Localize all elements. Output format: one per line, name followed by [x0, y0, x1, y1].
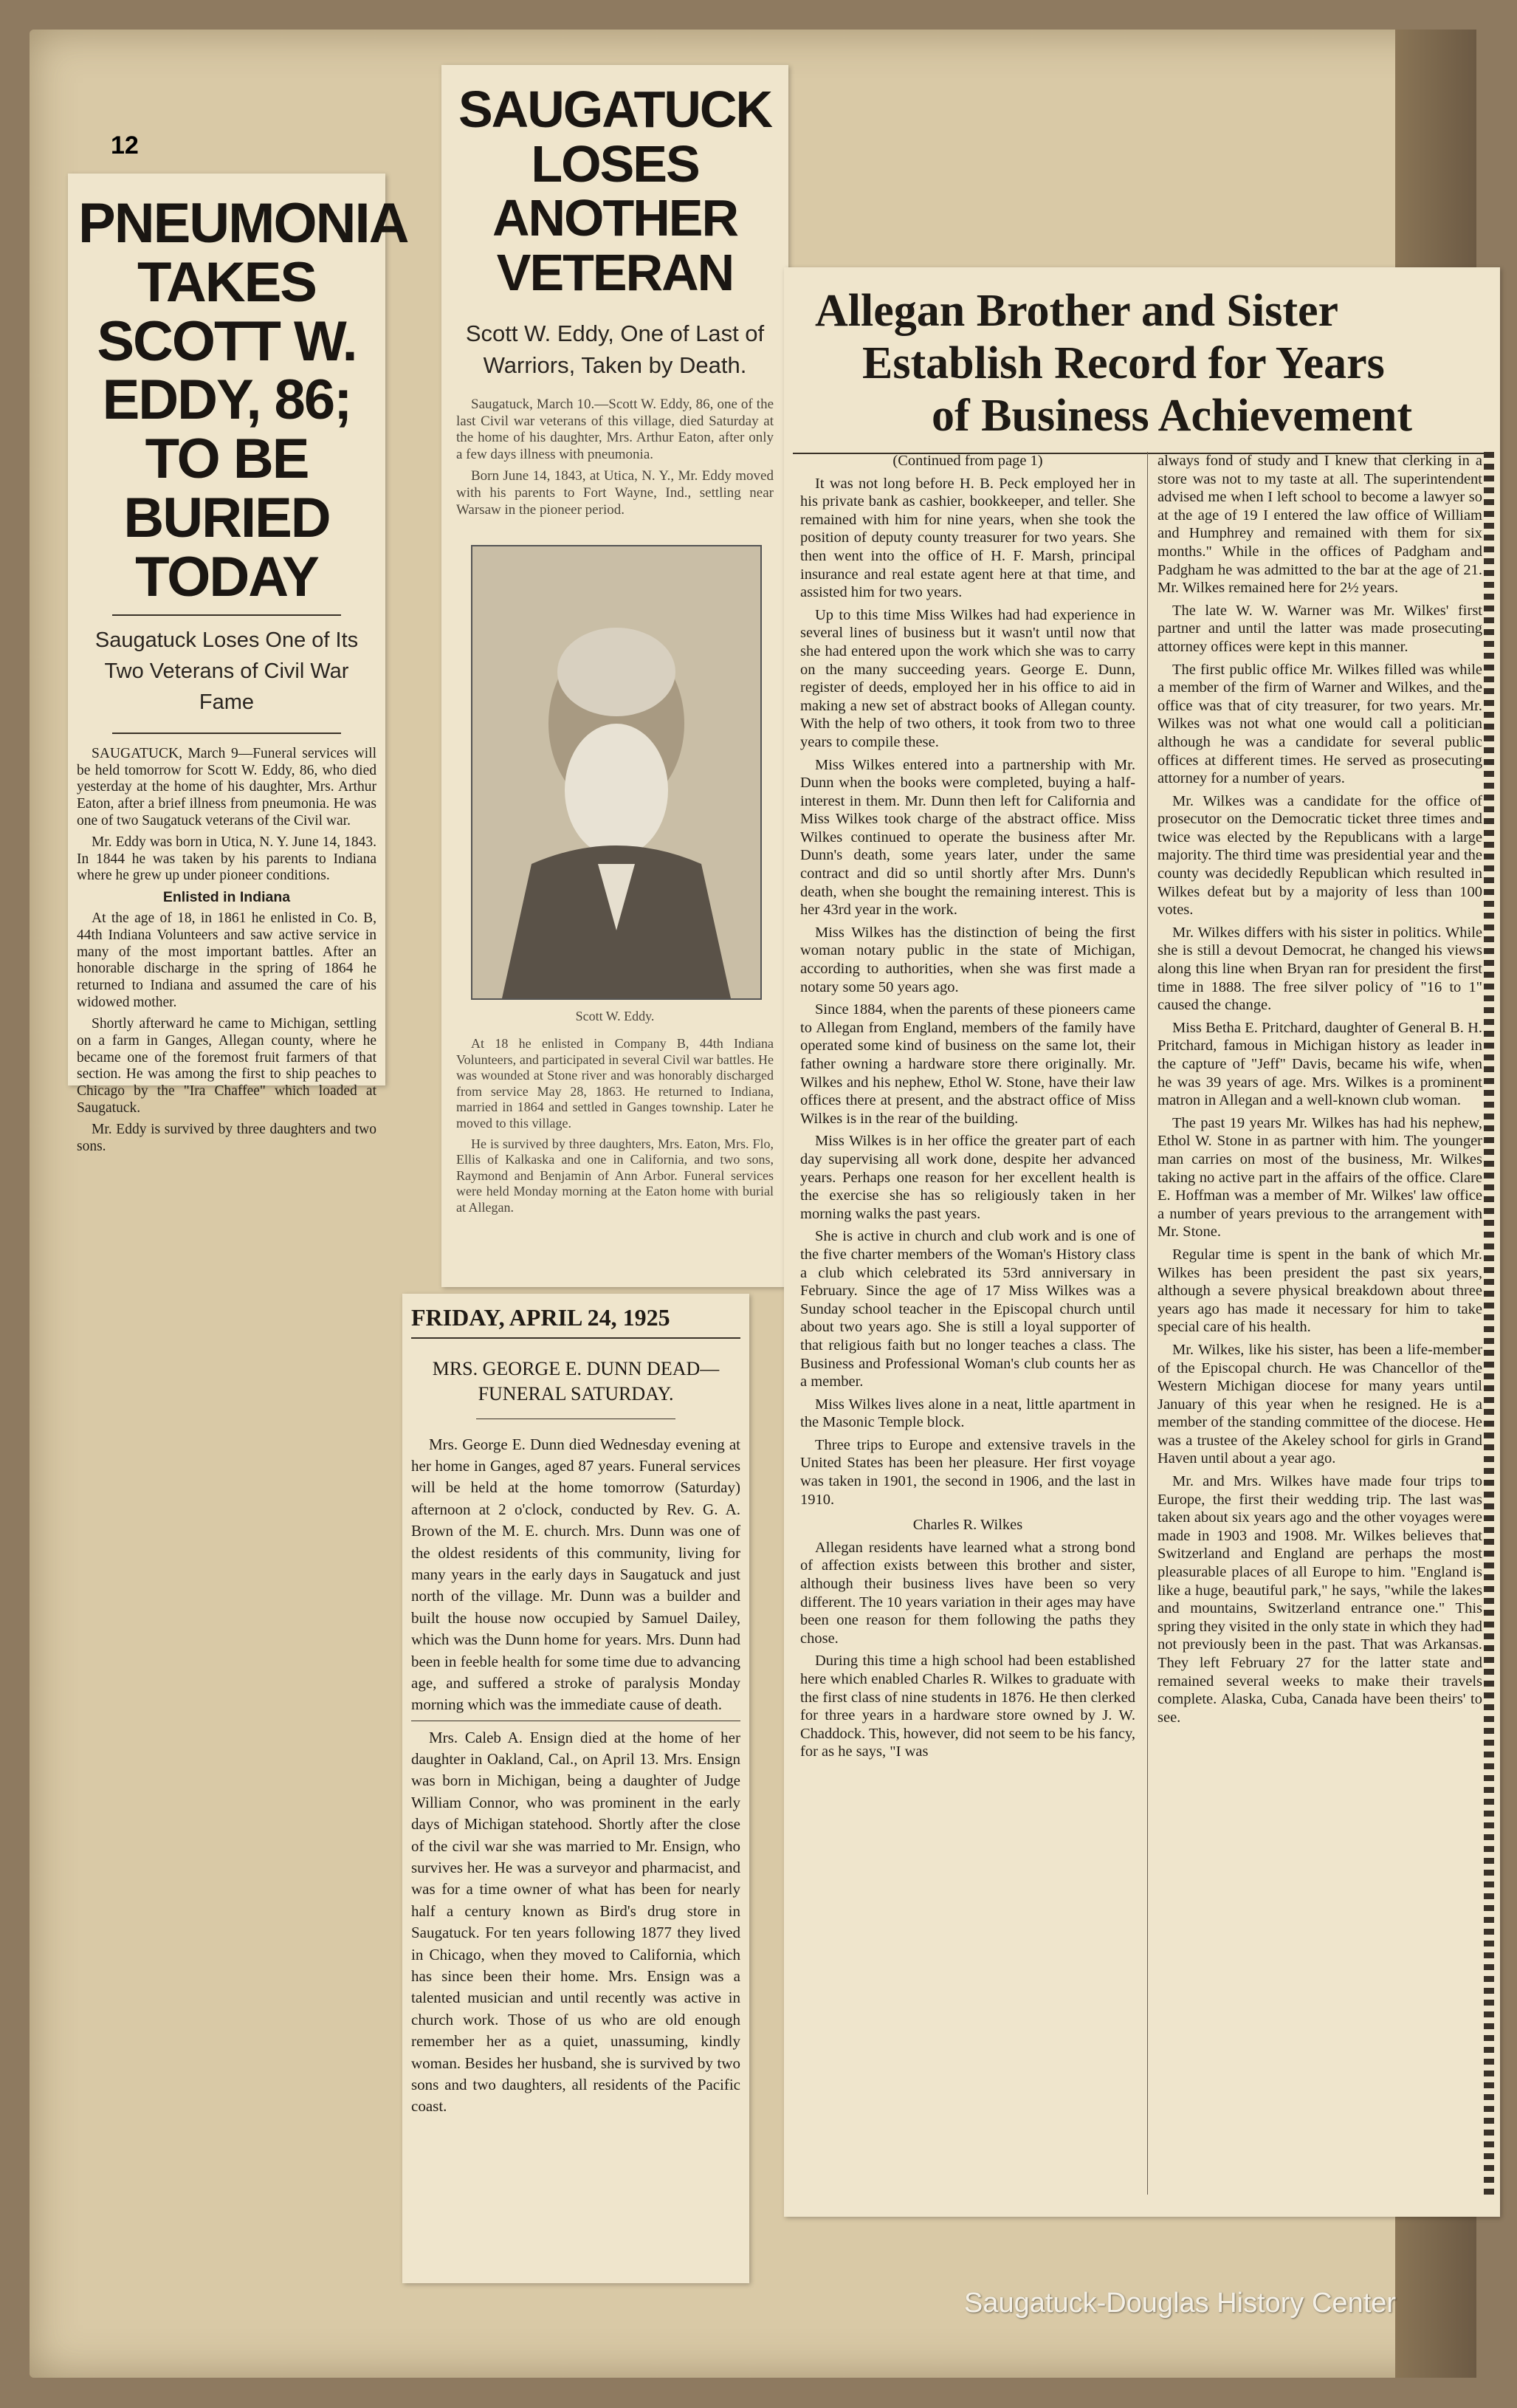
article-paragraph: It was not long before H. B. Peck employed her in his private bank as cashier, bookkeeper, and teller. She remained with him for nine years, when she took the position of deputy county treasurer for two years. She then went into the office of H. F. Marsh, principal insurance and real estate agent here at that time, and assisted him for two years.: [800, 475, 1135, 601]
article-paragraph: The past 19 years Mr. Wilkes has had his nephew, Ethol W. Stone in as partner with him. The younger man carries on most of the business, Mr. Wilkes taking no active part in the affairs of the office. Clare E. Hoffman was a member of Mr. Wilkes' law office a number of years previous to the arrangement with Mr. Stone.: [1157, 1114, 1482, 1241]
article-paragraph: Miss Wilkes entered into a partnership with Mr. Dunn when the books were completed, buying a half-interest in them. Mr. Dunn then left for California and Miss Wilkes took charge of the abstract office. Miss Wilkes continued to operate the business after Mr. Dunn's death, some years later, under the same contract and did so until shortly after Mrs. Dunn's death, when she bought the remaining interest. This is her 43rd year in the work.: [800, 756, 1135, 919]
article-paragraph: Miss Wilkes has the distinction of being the first woman notary public in the state of Michigan, according to authorities, when she was first made a notary some 50 years ago.: [800, 924, 1135, 995]
headline-line-1: Allegan Brother and Sister: [815, 286, 1339, 336]
article-paragraph: Mr. Eddy is survived by three daughters and two sons.: [77, 1121, 376, 1154]
article-paragraph: Miss Betha E. Pritchard, daughter of General B. H. Pritchard, famous in Michigan history as leader in the capture of "Jeff" Davis, became his wife, when he was 39 years of age. Mrs. Wilkes is a prominent matron in Allegan and a well-known club woman.: [1157, 1019, 1482, 1109]
portrait-photo: [471, 545, 762, 1000]
subhead: Enlisted in Indiana: [162, 889, 291, 906]
article-paragraph: Up to this time Miss Wilkes had had experience in several lines of business but it wasn't until now that she had entered upon the work which she was to carry on the many succeeding years. George E. Dunn, register of deeds, employed her in his office to aid in making a new set of abstract books of Allegan county. With the help of two others, it took from two to three years to compile these.: [800, 606, 1135, 750]
headline-line-3: of Business Achievement: [932, 391, 1412, 441]
article-paragraph: At the age of 18, in 1861 he enlisted in Co. B, 44th Indiana Volunteers and saw active service in many of the most important battles. After an honorable discharge in the spring of 1864 he returned to Indiana and assumed the care of his widowed mother.: [77, 910, 376, 1011]
photo-caption: Scott W. Eddy.: [575, 1009, 655, 1023]
article-paragraph: She is active in church and club work and is one of the five charter members of the Woman's History class a club which celebrated its 53rd anniversary in February. Since the age of 17 Miss Wilkes was a Sunday school teacher in the Episcopal church until about two years ago. She is still a loyal supporter of that religious faith but no longer teaches a class. The Business and Professional Woman's club counts her as a member.: [800, 1228, 1135, 1390]
history-center-watermark: Saugatuck-Douglas History Center: [964, 2288, 1397, 2319]
deck: Saugatuck Loses One of Its Two Veterans of Civil War Fame: [94, 628, 359, 714]
clipping-eddy-pneumonia: [68, 174, 408, 1154]
article-paragraph: Allegan residents have learned what a strong bond of affection exists between this brother and sister, although their business lives have been so very different. The 10 years variation in their ages may have been one reason for them following the paths they chose.: [800, 1539, 1135, 1647]
page-number: 12: [111, 131, 139, 159]
article-paragraph: Born June 14, 1843, at Utica, N. Y., Mr. Eddy moved with his parents to Fort Wayne, Ind., settling near Warsaw in the pioneer period.: [456, 467, 774, 518]
headline: PNEUMONIA TAKES SCOTT W. EDDY, 86; TO BE BURIED TODAY: [78, 192, 408, 608]
article-paragraph: Regular time is spent in the bank of which Mr. Wilkes has been president the past six years, although a severe physical breakdown about three years ago has made it necessary for him to take special care of his health.: [1157, 1246, 1482, 1336]
article-paragraph: Mr. Wilkes, like his sister, has been a life-member of the Episcopal church. He was Chancellor of the Western Michigan diocese for many years until January of this year when he resigned. He is a member of the standing committee of the diocese. He was a trustee of the Akeley school for girls in Grand Haven until about a year ago.: [1157, 1341, 1482, 1467]
clipping-saugatuck-veteran: [441, 65, 788, 1287]
article-paragraph: Three trips to Europe and extensive travels in the United States has been her pleasure. Her first voyage was taken in 1901, the second in 1906, and the last in 1910.: [800, 1436, 1135, 1508]
article-paragraph: Mr. and Mrs. Wilkes have made four trips to Europe, the first their wedding trip. The last was taken about six years ago and the other voyages were made in 1903 and 1908. Mr. Wilkes believes that Switzerland and England are perhaps the most pleasurable places of all Europe to him. "England is like a huge, beautiful park," he says, "while the lakes and mountains, Switzerland entrance one." This spring they visited in the only state in which they had not previously been in the past. That was Arkansas. They left February 27 for the latter state and remained several weeks to make their travels complete. Alaska, Cuba, Canada have been theirs' to see.: [1157, 1473, 1482, 1726]
article-paragraph: Mrs. George E. Dunn died Wednesday evening at her home in Ganges, aged 87 years. Funeral services will be held at the home tomorrow (Saturday) afternoon at 2 o'clock, conducted by Rev. G. A. Brown of the M. E. church. Mrs. Dunn was one of the oldest residents of this community, living for many years in the early days in Saugatuck and just north of the village. Mr. Dunn was a builder and built the house now occupied by Samuel Dailey, which was the Dunn home for years. Mrs. Dunn had been in feeble health for some time due to advancing age, and suffered a stroke of paralysis Monday morning which was the immediate cause of death.: [411, 1435, 740, 1714]
headline: MRS. GEORGE E. DUNN DEAD— FUNERAL SATURDAY.: [432, 1358, 720, 1404]
article-paragraph: At 18 he enlisted in Company B, 44th Indiana Volunteers, and participated in several Civil war battles. He was wounded at Stone river and was honorably discharged from service May 28, 1863. He returned to Indiana, married in 1864 and settled in Ganges township. Later he moved to this village.: [456, 1036, 774, 1131]
clipping-dunn-obituary: [402, 1294, 749, 2283]
article-paragraph: Miss Wilkes lives alone in a neat, little apartment in the Masonic Temple block.: [800, 1396, 1135, 1431]
article-paragraph: During this time a high school had been established here which enabled Charles R. Wilkes to graduate with the first class of nine students in 1876. He then clerked for three years in a hardware store owned by J. W. Chaddock. This, however, did not seem to be his fancy, for as he says, "I was: [800, 1653, 1135, 1760]
article-paragraph: Shortly afterward he came to Michigan, settling on a farm in Ganges, Allegan county, where he became one of the foremost fruit farmers of that section. He was among the first to ship peaches to Chicago by the "Ira Chaffee" which loaded at Saugatuck.: [77, 1015, 376, 1116]
article-paragraph: Mr. Wilkes differs with his sister in politics. While she is still a devout Democrat, he changed his views along this line when Bryan ran for president the first time in 1888. The free silver policy of "16 to 1" caused the change.: [1157, 924, 1482, 1014]
decorative-border: [1484, 452, 1494, 2195]
headline-line-2: Establish Record for Years: [862, 338, 1385, 388]
article-paragraph: Saugatuck, March 10.—Scott W. Eddy, 86, one of the last Civil war veterans of this village, died Saturday at the home of his daughter, Mrs. Arthur Eaton, after only a few days illness with pneumonia.: [456, 396, 774, 463]
deck: Scott W. Eddy, One of Last of Warriors, Taken by Death.: [465, 320, 765, 379]
article-paragraph: Mrs. Caleb A. Ensign died at the home of her daughter in Oakland, Cal., on April 13. Mrs. Ensign was born in Michigan, being a daughter of Judge William Connor, who was prominent in the early days of Michigan statehood. Shortly after the close of the civil war she was married to Mr. Ensign, who survives her. He was a surveyor and pharmacist, and was for a time owner of what has been for nearly half a century known as Bird's drug store in Saugatuck. For ten years following 1877 they lived in Chicago, when they moved to California, which has since been their home. Mrs. Ensign was a talented musician and until recently was active in church work. Those of us who are old enough remember her as a quiet, unassuming, kindly woman. Besides her husband, she is survived by two sons and two daughters, all residents of the Pacific coast.: [411, 1728, 740, 2116]
article-paragraph: He is survived by three daughters, Mrs. Eaton, Mrs. Flo, Ellis of Kalkaska and one in California, and two sons, Raymond and Benjamin of Ann Arbor. Funeral services were held Monday morning at the Eaton home with burial at Allegan.: [456, 1136, 774, 1215]
article-paragraph: Since 1884, when the parents of these pioneers came to Allegan from England, members of the family have operated some kind of business on the same lot, their father owning a hardware store there originally. Mr. Wilkes and his nephew, Ethol W. Stone, have their law offices there at present, and the abstract office of Miss Wilkes is in the rear of the building.: [800, 1001, 1135, 1127]
article-paragraph: Mr. Wilkes was a candidate for the office of prosecutor on the Democratic ticket three times and twice was elected by the Republicans with a large majority. The third time was presidential year and the county was decidedly Republican which resulted in Wilkes defeat but by a majority of less than 100 votes.: [1157, 792, 1482, 919]
dateline: FRIDAY, APRIL 24, 1925: [411, 1304, 670, 1331]
headline: SAUGATUCK LOSES ANOTHER VETERAN: [458, 80, 771, 301]
article-paragraph: The late W. W. Warner was Mr. Wilkes' first partner and until the latter was made prosecuting attorney offices were kept in this manner.: [1157, 602, 1482, 655]
article-paragraph: SAUGATUCK, March 9—Funeral services will be held tomorrow for Scott W. Eddy, 86, who died yesterday at the home of his daughter, Mrs. Arthur Eaton, after a brief illness from pneumonia. He was one of two Saugatuck veterans of the Civil war.: [77, 745, 376, 829]
continued-note: (Continued from page 1): [892, 453, 1043, 469]
article-paragraph: Mr. Eddy was born in Utica, N. Y. June 14, 1843. In 1844 he was taken by his parents to Indiana where he grew up under pioneer conditions.: [77, 834, 376, 884]
article-paragraph: always fond of study and I knew that clerking in a store was not to my taste at all. The superintendent advised me when I left school to become a lawyer so at the age of 19 I entered the law office of William and Humphrey and remained with them for six months." While in the offices of Padgham and Padgham he was admitted to the bar at the age of 21. Mr. Wilkes remained here for 2½ years.: [1157, 453, 1482, 597]
article-paragraph: The first public office Mr. Wilkes filled was while a member of the firm of Warner and Wilkes, and the office was that of city treasurer, for two years. Mr. Wilkes was not what one would call a politician although he was a candidate for several public offices at different times. He served as prosecuting attorney for a number of years.: [1157, 661, 1482, 787]
subhead: Charles R. Wilkes: [912, 1517, 1023, 1534]
clipping-wilkes-business: [784, 267, 1500, 2217]
article-paragraph: Miss Wilkes is in her office the greater part of each day supervising all work done, despite her advanced years. Perhaps one reason for her excellent health is the exercise she has so religiously taken in her morning walks the past years.: [800, 1133, 1135, 1222]
